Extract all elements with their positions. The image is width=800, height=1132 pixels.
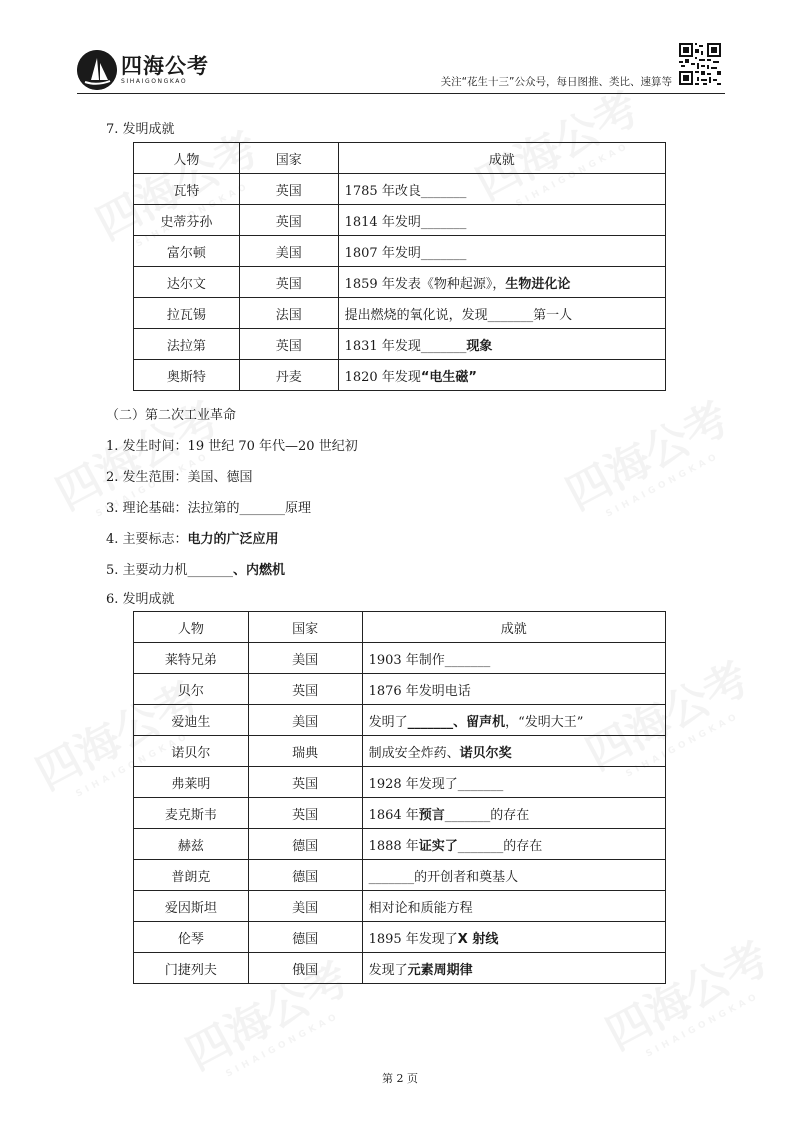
table-header-row <box>134 143 666 174</box>
header-slogan: 关注“花生十三”公众号，每日图推、类比、速算等 <box>440 76 672 88</box>
person-cell: 达尔文 <box>134 267 240 298</box>
person-cell: 赫兹 <box>134 829 249 860</box>
achievement-cell: 1820 年发现“电生磁” <box>338 360 665 391</box>
section-title-inventions-1: 7. 发明成就 <box>106 122 175 137</box>
table-row <box>134 329 666 360</box>
country-cell: 英国 <box>239 205 338 236</box>
section-title-inventions-2: 6. 发明成就 <box>106 592 175 607</box>
country-cell: 德国 <box>248 922 362 953</box>
achievement-cell: 发现了元素周期律 <box>362 953 665 984</box>
list-item: 2. 发生范围：美国、德国 <box>106 470 253 485</box>
achievement-cell: 提出燃烧的氧化说，发现_______第一人 <box>338 298 665 329</box>
achievement-cell: 1928 年发现了_______ <box>362 767 665 798</box>
person-cell: 富尔顿 <box>134 236 240 267</box>
column-header-country: 国家 <box>248 612 362 643</box>
person-cell: 诺贝尔 <box>134 736 249 767</box>
person-cell: 莱特兄弟 <box>134 643 249 674</box>
country-cell: 德国 <box>248 860 362 891</box>
list-item: 1. 发生时间：19 世纪 70 年代—20 世纪初 <box>106 439 358 454</box>
country-cell: 美国 <box>239 236 338 267</box>
person-cell: 贝尔 <box>134 674 249 705</box>
table-header-row <box>134 612 666 643</box>
table-row <box>134 891 666 922</box>
country-cell: 丹麦 <box>239 360 338 391</box>
inventions-table-2 <box>133 611 666 984</box>
person-cell: 门捷列夫 <box>134 953 249 984</box>
country-cell: 英国 <box>248 674 362 705</box>
person-cell: 爱因斯坦 <box>134 891 249 922</box>
achievement-cell: 制成安全炸药、诺贝尔奖 <box>362 736 665 767</box>
achievement-cell: 1831 年发现_______现象 <box>338 329 665 360</box>
person-cell: 拉瓦锡 <box>134 298 240 329</box>
country-cell: 英国 <box>239 174 338 205</box>
page-number: 第 2 页 <box>382 1072 418 1085</box>
column-header-achievement: 成就 <box>362 612 665 643</box>
column-header-achievement: 成就 <box>338 143 665 174</box>
part-heading-second-industrial-revolution: （二）第二次工业革命 <box>106 408 237 423</box>
table-row <box>134 736 666 767</box>
column-header-person: 人物 <box>134 143 240 174</box>
table-row <box>134 236 666 267</box>
table-row <box>134 922 666 953</box>
country-cell: 美国 <box>248 891 362 922</box>
column-header-person: 人物 <box>134 612 249 643</box>
person-cell: 法拉第 <box>134 329 240 360</box>
table-row <box>134 705 666 736</box>
sailboat-logo-icon <box>77 50 117 90</box>
inventions-table-1 <box>133 142 666 391</box>
table-row <box>134 643 666 674</box>
country-cell: 英国 <box>248 767 362 798</box>
list-item: 5. 主要动力机_______、内燃机 <box>106 563 286 578</box>
table-row <box>134 767 666 798</box>
person-cell: 伦琴 <box>134 922 249 953</box>
achievement-cell: 发明了_______、留声机，“发明大王” <box>362 705 665 736</box>
person-cell: 普朗克 <box>134 860 249 891</box>
person-cell: 爱迪生 <box>134 705 249 736</box>
achievement-cell: 1859 年发表《物种起源》，生物进化论 <box>338 267 665 298</box>
achievement-cell: 1903 年制作_______ <box>362 643 665 674</box>
achievement-cell: 1864 年预言_______的存在 <box>362 798 665 829</box>
country-cell: 瑞典 <box>248 736 362 767</box>
achievement-cell: _______的开创者和奠基人 <box>362 860 665 891</box>
table-row <box>134 360 666 391</box>
country-cell: 英国 <box>248 798 362 829</box>
logo-chinese-name: 四海公考 <box>121 54 209 78</box>
country-cell: 德国 <box>248 829 362 860</box>
country-cell: 英国 <box>239 329 338 360</box>
table-row <box>134 860 666 891</box>
achievement-cell: 1807 年发明_______ <box>338 236 665 267</box>
page-header <box>0 0 800 96</box>
achievement-cell: 1785 年改良_______ <box>338 174 665 205</box>
list-item: 3. 理论基础：法拉第的_______原理 <box>106 501 312 516</box>
column-header-country: 国家 <box>239 143 338 174</box>
table-row <box>134 798 666 829</box>
logo-english-name: SIHAIGONGKAO <box>121 78 188 85</box>
table-row <box>134 174 666 205</box>
table-row <box>134 953 666 984</box>
qr-code-icon <box>679 43 721 85</box>
header-divider <box>77 93 725 94</box>
person-cell: 麦克斯韦 <box>134 798 249 829</box>
person-cell: 弗莱明 <box>134 767 249 798</box>
person-cell: 史蒂芬孙 <box>134 205 240 236</box>
person-cell: 奥斯特 <box>134 360 240 391</box>
watermark <box>553 383 743 531</box>
country-cell: 法国 <box>239 298 338 329</box>
achievement-cell: 相对论和质能方程 <box>362 891 665 922</box>
table-row <box>134 267 666 298</box>
table-row <box>134 674 666 705</box>
brand-logo <box>77 50 209 90</box>
table-row <box>134 205 666 236</box>
list-item: 4. 主要标志：电力的广泛应用 <box>106 532 279 547</box>
achievement-cell: 1814 年发明_______ <box>338 205 665 236</box>
table-row <box>134 298 666 329</box>
country-cell: 俄国 <box>248 953 362 984</box>
person-cell: 瓦特 <box>134 174 240 205</box>
achievement-cell: 1876 年发明电话 <box>362 674 665 705</box>
country-cell: 美国 <box>248 705 362 736</box>
country-cell: 英国 <box>239 267 338 298</box>
country-cell: 美国 <box>248 643 362 674</box>
achievement-cell: 1895 年发现了X 射线 <box>362 922 665 953</box>
achievement-cell: 1888 年证实了_______的存在 <box>362 829 665 860</box>
table-row <box>134 829 666 860</box>
